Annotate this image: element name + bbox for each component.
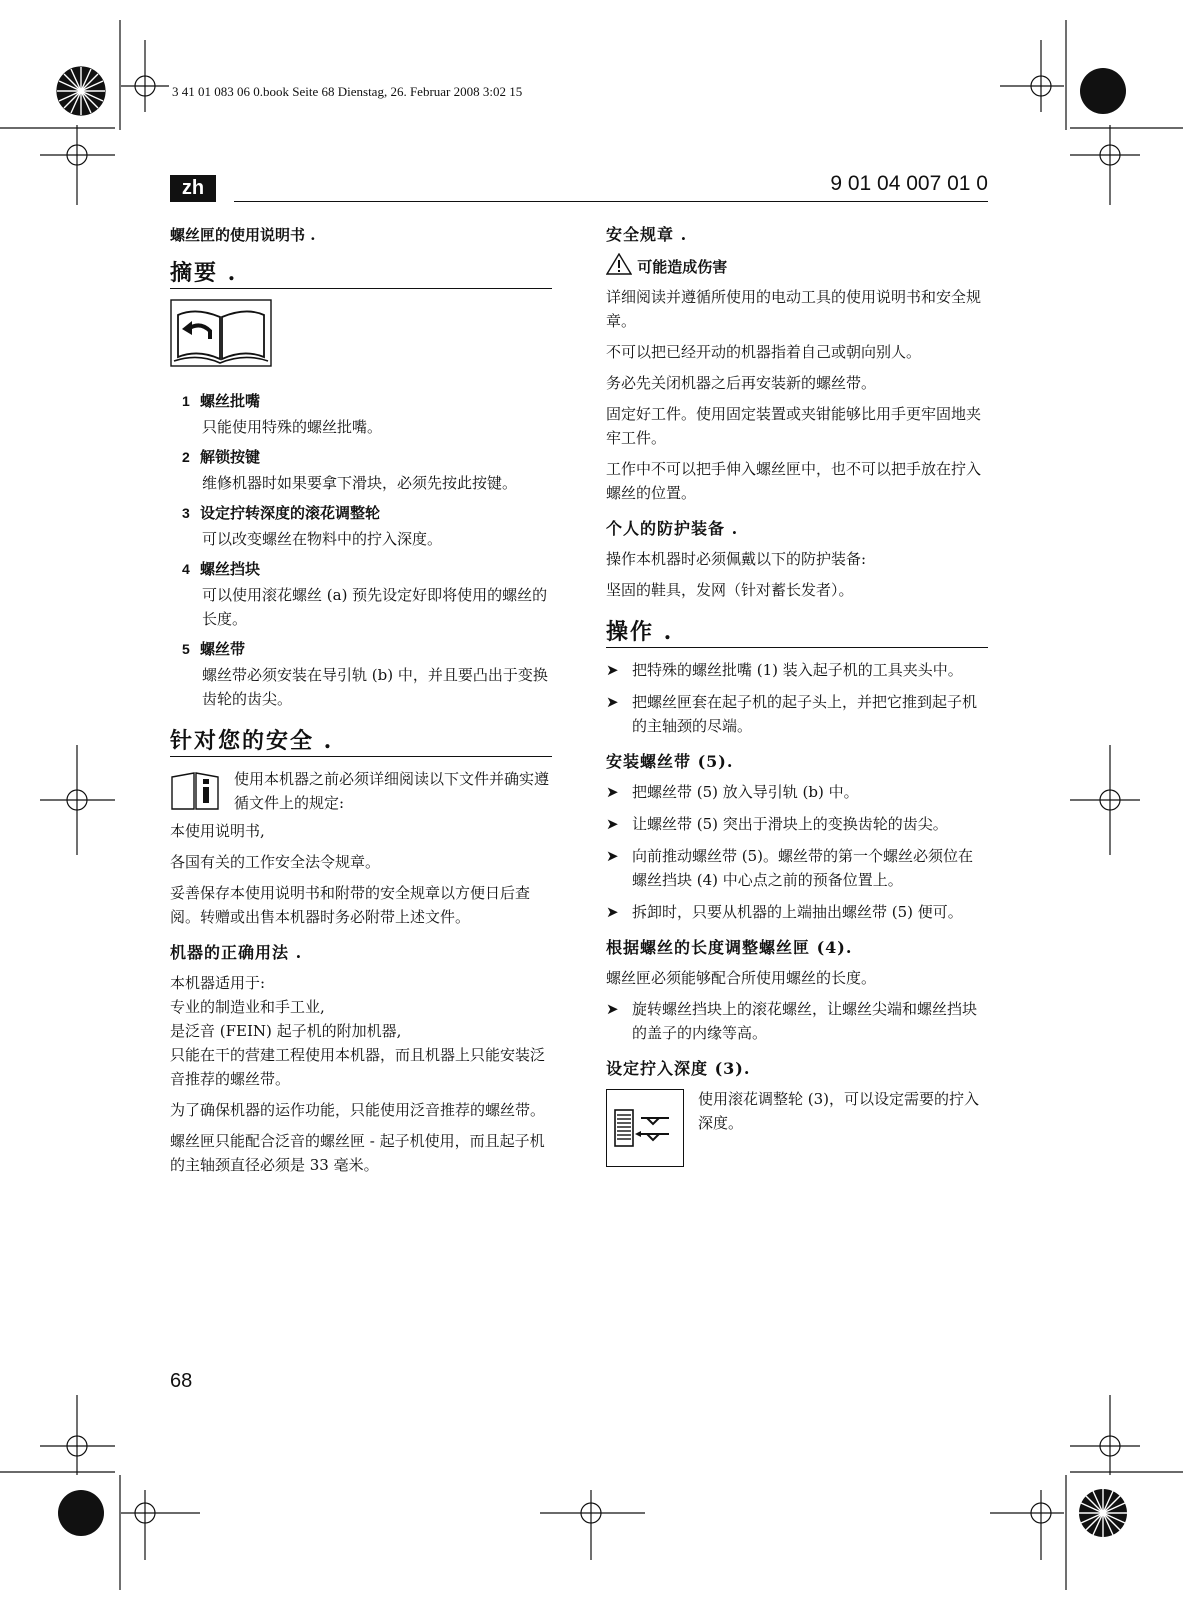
paragraph: 务必先关闭机器之后再安装新的螺丝带。 (606, 374, 877, 392)
depth-wheel-icon (606, 1089, 684, 1167)
arrow-icon: ➤ (606, 815, 619, 833)
left-column (170, 223, 552, 1184)
safety-heading: 针对您的安全 . (170, 729, 552, 757)
list-item: 5 螺丝带 螺丝带必须安装在导引轨 (b) 中，并且要凸出于变换齿轮的齿尖。 (182, 640, 548, 708)
install-heading: 安装螺丝带 (5). (606, 752, 734, 771)
warning-label: 可能造成伤害 (637, 258, 728, 276)
warning-line (606, 253, 988, 279)
list-item: ➤ 把螺丝带 (5) 放入导引轨 (b) 中。 (606, 780, 988, 804)
summary-heading: 摘要 . (170, 261, 552, 289)
paragraph: 各国有关的工作安全法令规章。 (170, 853, 381, 871)
paragraph: 工作中不可以把手伸入螺丝匣中，也不可以把手放在拧入螺丝的位置。 (606, 460, 982, 502)
document-title: 螺丝匣的使用说明书 . (170, 226, 316, 244)
page-number: 68 (170, 1370, 193, 1392)
read-manual-icon (170, 299, 272, 367)
paragraph: 本使用说明书, (170, 822, 265, 840)
paragraph: 专业的制造业和手工业, (170, 998, 325, 1016)
print-book-line: 3 41 01 083 06 0.book Seite 68 Dienstag, 26. Februar 2008 3:02 15 (172, 84, 523, 99)
right-column (606, 223, 988, 1167)
list-item: ➤ 让螺丝带 (5) 突出于滑块上的变换齿轮的齿尖。 (606, 812, 988, 836)
arrow-icon: ➤ (606, 693, 619, 711)
safety-rules-heading: 安全规章 . (606, 225, 688, 244)
list-item: 2 解锁按键 维修机器时如果要拿下滑块，必须先按此按键。 (182, 448, 518, 492)
depth-text: 使用滚花调整轮 (3)，可以设定需要的拧入深度。 (698, 1090, 980, 1132)
info-note (170, 767, 552, 815)
info-book-icon (170, 771, 220, 811)
arrow-icon: ➤ (606, 661, 619, 679)
ppe-heading: 个人的防护装备 . (606, 519, 739, 538)
arrow-icon: ➤ (606, 903, 619, 921)
warning-triangle-icon (606, 253, 632, 275)
list-item: ➤ 向前推动螺丝带 (5)。螺丝带的第一个螺丝必须位在螺丝挡块 (4) 中心点之前的预备位置上。 (606, 844, 988, 892)
paragraph: 为了确保机器的运作功能，只能使用泛音推荐的螺丝带。 (170, 1101, 546, 1119)
paragraph: 操作本机器时必须佩戴以下的防护装备: (606, 550, 867, 568)
paragraph: 螺丝匣只能配合泛音的螺丝匣 - 起子机使用，而且起子机的主轴颈直径必须是 33 毫米。 (170, 1132, 545, 1174)
operation-heading: 操作 . (606, 620, 988, 648)
paragraph: 不可以把已经开动的机器指着自己或朝向别人。 (606, 343, 922, 361)
depth-note (606, 1087, 988, 1167)
info-text: 使用本机器之前必须详细阅读以下文件并确实遵循文件上的规定: (234, 770, 550, 812)
list-item: 1 螺丝批嘴 只能使用特殊的螺丝批嘴。 (182, 392, 383, 436)
list-item: ➤ 把螺丝匣套在起子机的起子头上，并把它推到起子机的主轴颈的尽端。 (606, 690, 988, 738)
arrow-icon: ➤ (606, 847, 619, 865)
list-item: 3 设定拧转深度的滚花调整轮 可以改变螺丝在物料中的拧入深度。 (182, 504, 443, 548)
list-item: ➤ 拆卸时，只要从机器的上端抽出螺丝带 (5) 便可。 (606, 900, 988, 924)
paragraph: 是泛音 (FEIN) 起子机的附加机器, (170, 1022, 402, 1040)
list-item: 4 螺丝挡块 可以使用滚花螺丝 (a) 预先设定好即将使用的螺丝的长度。 (182, 560, 548, 628)
arrow-icon: ➤ (606, 783, 619, 801)
proper-use-heading: 机器的正确用法 . (170, 943, 303, 962)
document-number: 9 01 04 007 01 0 (830, 172, 988, 195)
list-item: ➤ 旋转螺丝挡块上的滚花螺丝，让螺丝尖端和螺丝挡块的盖子的内缘等高。 (606, 997, 988, 1045)
list-item: ➤ 把特殊的螺丝批嘴 (1) 装入起子机的工具夹头中。 (606, 658, 988, 682)
arrow-icon: ➤ (606, 1000, 619, 1018)
depth-heading: 设定拧入深度 (3). (606, 1059, 751, 1078)
header-rule (234, 201, 988, 202)
adjust-heading: 根据螺丝的长度调整螺丝匣 (4). (606, 938, 853, 957)
paragraph: 固定好工件。使用固定装置或夹钳能够比用手更牢固地夹牢工件。 (606, 405, 982, 447)
paragraph: 只能在干的营建工程使用本机器，而且机器上只能安装泛音推荐的螺丝带。 (170, 1046, 546, 1088)
paragraph: 螺丝匣必须能够配合所使用螺丝的长度。 (606, 969, 877, 987)
paragraph: 本机器适用于: (170, 974, 266, 992)
language-tab: zh (170, 175, 216, 202)
paragraph: 坚固的鞋具，发网（针对蓄长发者）。 (606, 581, 854, 599)
paragraph: 详细阅读并遵循所使用的电动工具的使用说明书和安全规章。 (606, 288, 982, 330)
paragraph: 妥善保存本使用说明书和附带的安全规章以方便日后查阅。转赠或出售本机器时务必附带上述文件。 (170, 884, 531, 926)
